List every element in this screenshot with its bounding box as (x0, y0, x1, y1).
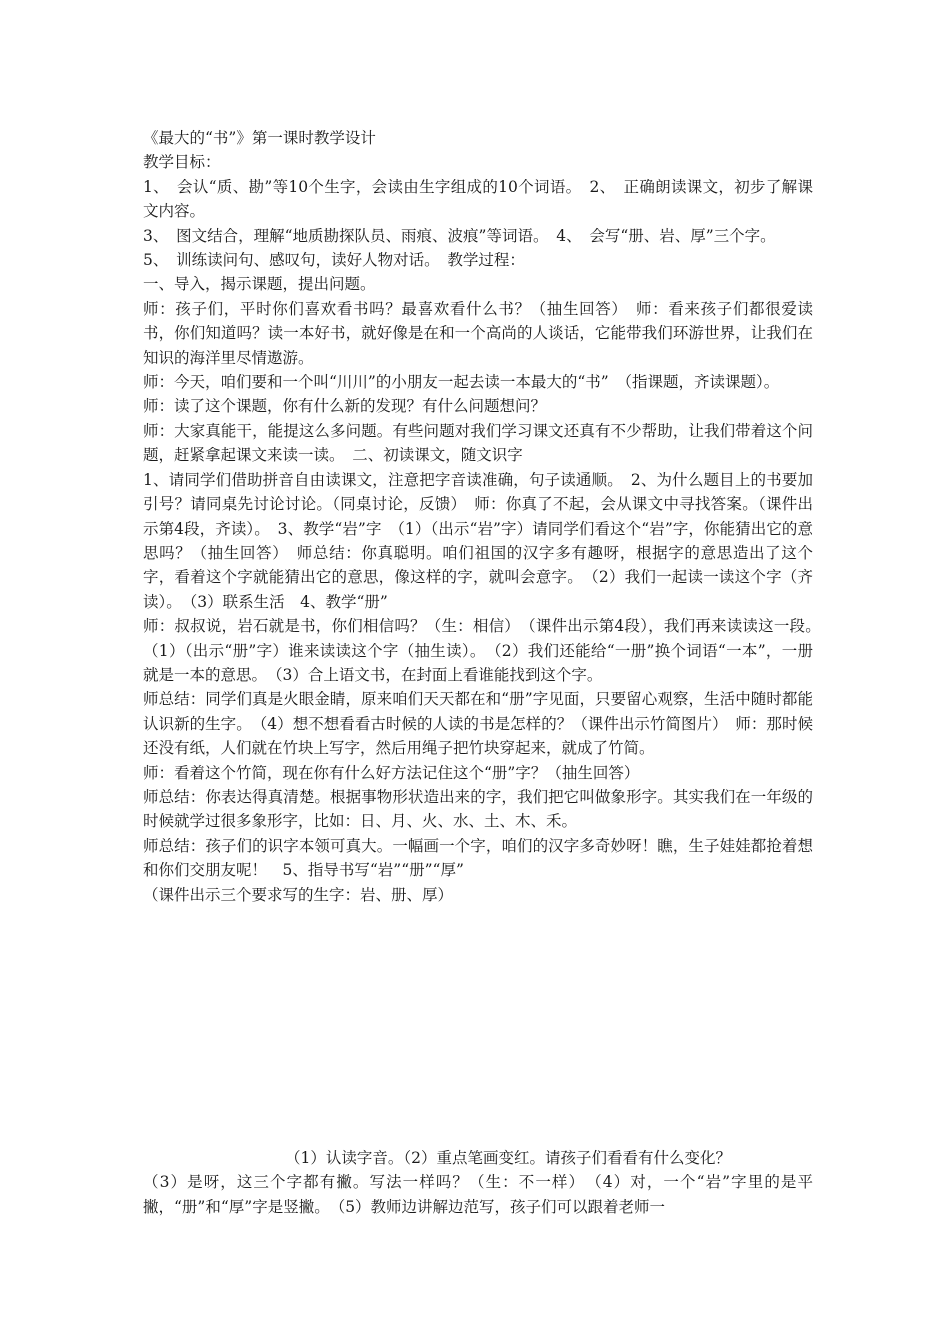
paragraph: 师：今天，咱们要和一个叫“川川”的小朋友一起去读一本最大的“书” （指课题，齐读课题）。 (143, 373, 780, 392)
paragraph: 师：孩子们，平时你们喜欢看书吗？最喜欢看什么书？（抽生回答） 师：看来孩子们都很爱读书，你们知道吗？读一本好书，就好像是在和一个高尚的人谈话，它能带我们环游世界，让我们在知识的海洋里尽情遨游。 (143, 299, 813, 367)
paragraph: 师：读了这个课题，你有什么新的发现？有什么问题想问？ (143, 397, 547, 416)
paragraph: 师：叔叔说，岩石就是书，你们相信吗？（生：相信） （课件出示第4段），我们再来读读这一段。 （1）（出示“册”字）谁来读读这个字（抽生读）。 （2）我们还能给“一册”换个词语“一本”，一册就是一本的意思。 （3）合上语文书，在封面上看谁能找到这个字。 (143, 617, 829, 684)
paragraph: 师总结：你表达得真清楚。根据事物形状造出来的字，我们把它叫做象形字。其实我们在一年级的时候就学过很多象形字，比如：日、月、火、水、土、木、禾。 (143, 787, 813, 831)
continuation-first-line: （1）认读字音。（2）重点笔画变红。请孩子们看看有什么变化？ (285, 1149, 731, 1167)
paragraph: 5、 训练读问句、感叹句，读好人物对话。 教学过程： (143, 251, 525, 270)
paragraph: 一、导入，揭示课题，提出问题。 (143, 275, 376, 294)
paragraph: 师：看着这个竹简，现在你有什么好方法记住这个“册”字？（抽生回答） (143, 763, 640, 782)
document-title: 《最大的“书”》第一课时教学设计 (143, 129, 376, 147)
document-body (143, 126, 829, 907)
paragraph: 师：大家真能干，能提这么多问题。有些问题对我们学习课文还真有不少帮助，让我们带着这个问题，赶紧拿起课文来读一读。 二、初读课文，随文识字 (143, 421, 813, 465)
continuation-paragraph: （3）是呀，这三个字都有撇。写法一样吗？（生：不一样） （4）对，一个“岩”字里的是平撇，“册”和“厚”字是竖撇。 （5）教师边讲解边范写，孩子们可以跟着老师一 (143, 1173, 813, 1216)
paragraph: 1、 会认“质、勘”等10个生字，会读由生字组成的10个词语。 2、 正确朗读课文，初步了解课文内容。 (143, 177, 813, 221)
paragraph: 3、 图文结合，理解“地质勘探队员、雨痕、波痕”等词语。 4、 会写“册、岩、厚”三个字。 (143, 226, 776, 245)
paragraph: （课件出示三个要求写的生字：岩、册、厚） (143, 885, 454, 904)
paragraph: 师总结：孩子们的识字本领可真大。一幅画一个字，咱们的汉字多奇妙呀！瞧，生子娃娃都抢着想和你们交朋友呢！ 5、指导书写“岩”“册”“厚” (143, 836, 813, 880)
document-continuation (143, 1146, 813, 1219)
paragraph: 师总结：同学们真是火眼金睛，原来咱们天天都在和“册”字见面，只要留心观察，生活中随时都能认识新的生字。 （4）想不想看看古时候的人读的书是怎样的？（课件出示竹简图片） 师：那时候还没有纸，人们就在竹块上写字，然后用绳子把竹块穿起来，就成了竹简。 (143, 690, 813, 758)
paragraph: 1、请同学们借助拼音自由读课文，注意把字音读准确，句子读通顺。 2、为什么题目上的书要加引号？请同桌先讨论讨论。（同桌讨论，反馈） 师：你真了不起，会从课文中寻找答案。（课件出示第4段，齐读）。 3、教学“岩”字 （1）（出示“岩”字）请同学们看这个“岩”字，你能猜出它的意思吗？（抽生回答） 师总结：你真聪明。咱们祖国的汉字多有趣呀，根据字的意思造出了这个字，看着这个字就能猜出它的意思，像这样的字，就叫会意字。 （2）我们一起读一读这个字（齐读）。 （3）联系生活 4、教学“册” (143, 470, 813, 611)
paragraph: 教学目标： (143, 153, 221, 172)
